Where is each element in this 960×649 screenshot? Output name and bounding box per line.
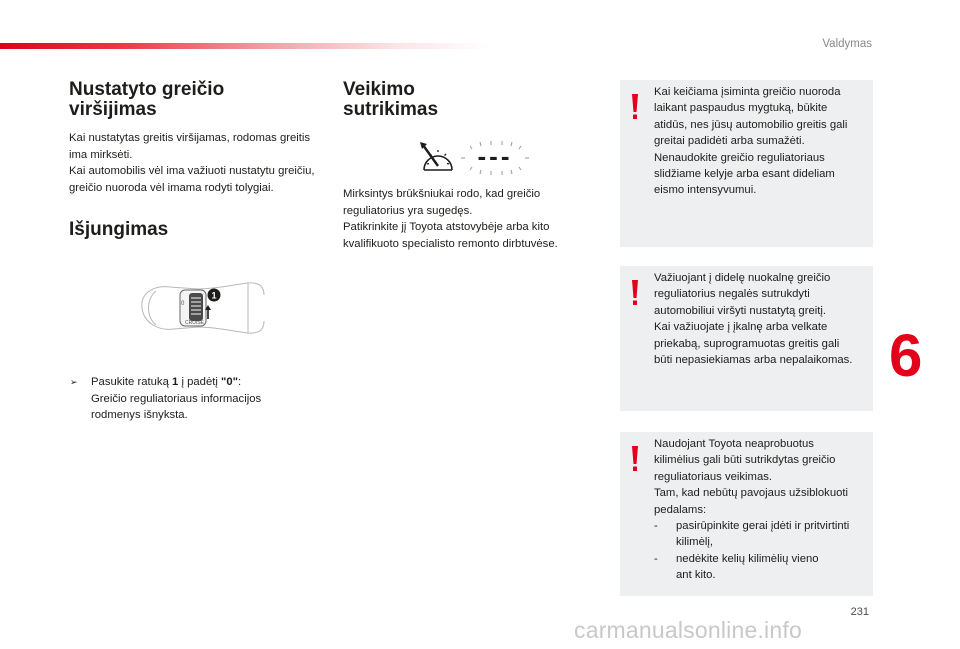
overspeed-text [69,130,334,196]
page-number: 231 [850,606,869,618]
warning-line: Naudojant Toyota neaprobuotus [654,438,814,450]
warning-line: Kai važiuojate į įkalnę arba velkate [654,321,828,334]
switch-off-step [70,374,330,424]
warning-line: būti nepasiekiamas arba nepalaikomas. [654,354,853,367]
warning-list-item [654,551,869,584]
malfunction-title-line: sutrikimas [343,99,439,120]
warning-line: laikant paspaudus mygtuką, būkite [654,102,828,115]
warning-exclamation-icon [631,446,639,472]
warning-line: Važiuojant į didelę nuokalnę greičio [654,272,831,284]
malfunction-text-line: kvalifikuoto specialisto remonto dirbtuvėse. [343,237,558,250]
overspeed-text-line: Kai nustatytas greitis viršijamas, rodomas greitis [69,132,311,144]
warning-text [654,270,869,368]
speedometer-icon [418,140,458,180]
warning-line: reguliatorius negalės sutrukdyti [654,288,810,301]
warning-line: reguliatoriaus veikimas. [654,470,773,483]
dashes-text: --- [477,141,513,171]
section-label: Valdymas [822,38,872,50]
step-middle: į padėtį [178,376,222,388]
chapter-number: 6 [889,322,923,389]
callout-number: 1 [211,290,217,301]
step-number: 1 [172,376,179,388]
svg-text:0: 0 [181,301,185,307]
overspeed-text-line: greičio nuoroda vėl imama rodyti tolygiai. [69,181,274,194]
overspeed-title-line: viršijimas [69,99,157,120]
step-suffix: : [238,376,242,388]
malfunction-text-line: reguliatorius yra sugedęs. [343,204,473,217]
list-item-line: pasirūpinkite gerai įdėti ir pritvirtinti [676,520,850,533]
overspeed-title-line: Nustatyto greičio [69,79,225,100]
warning-text [654,436,869,584]
warning-line: Tam, kad nebūtų pavojaus užsiblokuoti [654,487,849,500]
warning-line: pedalams: [654,503,707,516]
warning-line: automobiliui viršyti nustatytą greitį. [654,304,827,317]
overspeed-text-line: Kai automobilis vėl ima važiuoti nustatytu greičiu, [69,165,315,178]
switch-off-title: Išjungimas [69,219,169,240]
cruise-label: CRUISE [185,320,204,326]
step-line: rodmenys išnyksta. [91,409,188,422]
header-accent-bar [0,43,490,49]
warning-exclamation-icon [631,94,639,120]
switch-off-step-text [91,374,330,424]
warning-line: priekabą, suprogramuotas greitis gali [654,337,840,350]
blinking-dashes-display [460,138,530,178]
warning-line: slidžiame kelyje arba esant dideliam [654,168,835,181]
warning-list-item [654,518,869,551]
warning-line: eismo intensyvumui. [654,184,757,197]
warning-box [620,432,873,596]
overspeed-text-line: ima mirksėti. [69,148,133,161]
warning-box [620,266,873,411]
bullet-arrow-icon: ➢ [70,377,78,387]
malfunction-text-line: Patikrinkite jį Toyota atstovybėje arba kito [343,221,550,234]
malfunction-title [343,80,438,120]
list-dash: - [654,520,658,533]
warning-text [654,84,869,199]
warning-box [620,80,873,247]
list-item-line: ant kito. [676,569,716,582]
list-item-line: nedėkite kelių kilimėlių vieno [676,552,819,565]
malfunction-text [343,186,603,252]
warning-line: greitai padidėti arba sumažėti. [654,135,805,148]
malfunction-text-line: Mirksintys brūkšniukai rodo, kad greičio [343,188,541,200]
overspeed-title [69,80,224,120]
step-line: Greičio reguliatoriaus informacijos [91,392,262,405]
list-item-line: kilimėlį, [676,536,714,549]
warning-line: Kai keičiama įsiminta greičio nuoroda [654,86,841,98]
list-dash: - [654,552,658,565]
malfunction-title-line: Veikimo [343,79,415,100]
warning-line: Nenaudokite greičio reguliatoriaus [654,151,825,164]
step-prefix: Pasukite ratuką [91,376,173,388]
cruise-lever-illustration [136,275,266,341]
warning-line: atidūs, nes jūsų automobilio greitis gali [654,118,848,131]
warning-exclamation-icon [631,280,639,306]
warning-line: kilimėlius gali būti sutrikdytas greičio [654,454,836,467]
watermark: carmanualsonline.info [574,617,802,643]
step-position: "0" [221,376,239,388]
